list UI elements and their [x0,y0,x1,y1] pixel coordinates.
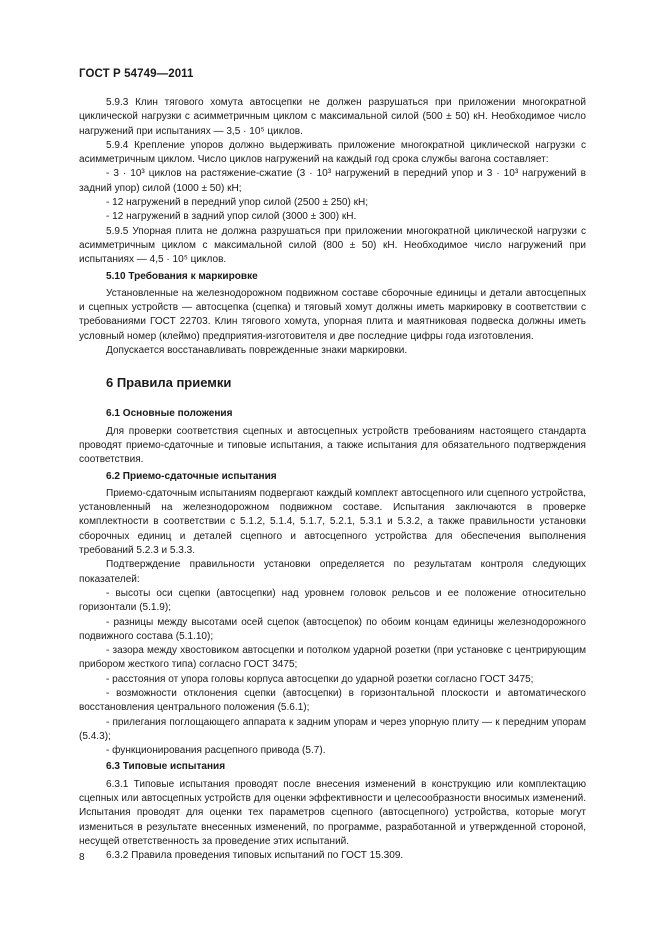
list-item: - 12 нагружений в задний упор силой (3000 ± 300) кН. [106,211,357,223]
paragraph: Установленные на железнодорожном подвижном составе сборочные единицы и детали автосцепных и сцепных устройств — автосцепка (сцепка) и тяговый хомут должны иметь маркировку в соответствии с требованиями ГОСТ 22703. Клин тягового хомута, упорная плита и маятниковая подвеска должны иметь условный номер (клеймо) предприятия-изготовителя и две последние цифры года изготовления. [79,287,586,342]
heading-6-3: 6.3 Типовые испытания [106,761,226,773]
paragraph: Для проверки соответствия сцепных и автосцепных устройств требованиям настоящего стандарта проводят приемо-сдаточные и типовые испытания, а также испытания для обязательного подтверждения соответствия. [79,425,586,466]
clause-6-3-1: 6.3.1 Типовые испытания проводят после внесения изменений в конструкцию или комплектацию сцепных или автосцепных устройств для оценки эффективности и целесообразности вносимых изменений. Испытания проводят для оценки тех параметров сцепного (автосцепного) устройства, которые могут измениться в результате внесенных изменений, по программе, разработанной и утвержденной стороной, несущей ответственность за проведение этих испытаний. [79,778,586,847]
heading-5-10: 5.10 Требования к маркировке [106,270,258,282]
paragraph: Подтверждение правильности установки определяется по результатам контроля следующих показателей: [79,559,586,585]
list-item: - 12 нагружений в передний упор силой (2500 ± 250) кН; [106,197,369,209]
list-item: - функционирования расцепного привода (5.7). [106,745,326,757]
clause-5-9-4: 5.9.4 Крепление упоров должно выдерживать приложение многократной циклической нагрузки с асимметричным циклом. Число циклов нагружений на каждый год срока службы вагона составляет: [79,139,586,166]
paragraph: Приемо-сдаточным испытаниям подвергают каждый комплект автосцепного или сцепного устройства, установленный на железнодорожном подвижном составе. Испытания заключаются в проверке комплектности в соответствии с 5.1.2, 5.1.4, 5.1.7, 5.2.1, 5.3.1 и 5.3.2, а также правильности установки сборочных единиц и деталей сцепного и автосцепного устройства для обеспечения выполнения требований 5.2.3 и 5.3.3. [79,487,586,557]
paragraph: Допускается восстанавливать поврежденные знаки маркировки. [106,345,408,357]
section-heading-6: 6 Правила приемки [106,375,232,391]
list-item: - 3 · 10³ циклов на растяжение-сжатие (3 · 10³ нагружений в передний упор и 3 · 10³ нагружений в задний упор) силой (1000 ± 50) кН; [79,168,586,194]
list-item: - зазора между хвостовиком автосцепки и потолком ударной розетки (при установке с центрирующим прибором жесткого типа) согласно ГОСТ 3475; [79,645,586,671]
list-item: - прилегания поглощающего аппарата к задним упорам и через упорную плиту — к передним упорам (5.4.3); [79,716,586,742]
page-number: 8 [79,852,85,863]
clause-5-9-3: 5.9.3 Клин тягового хомута автосцепки не должен разрушаться при приложении многократной циклической нагрузки с асимметричным циклом с максимальной силой (500 ± 50) кН. Необходимое число нагружений при испытаниях — 3,5 · 10⁵ циклов. [79,97,586,137]
clause-5-9-5: 5.9.5 Упорная плита не должна разрушаться при приложении многократной циклической нагрузки с асимметричным циклом с максимальной силой (800 ± 50) кН. Необходимое число нагружений при испытаниях — 4,5 · 10⁵ циклов. [79,225,586,266]
list-item: - расстояния от упора головы корпуса автосцепки до ударной розетки согласно ГОСТ 3475; [106,673,534,685]
document-header: ГОСТ Р 54749—2011 [79,68,194,80]
list-item: - высоты оси сцепки (автосцепки) над уровнем головок рельсов и ее положение относительно горизонтали (5.1.9); [79,587,586,614]
heading-6-1: 6.1 Основные положения [106,408,233,420]
clause-6-3-2: 6.3.2 Правила проведения типовых испытаний по ГОСТ 15.309. [106,850,404,862]
list-item: - разницы между высотами осей сцепок (автосцепок) по обоим концам единицы железнодорожного подвижного состава (5.1.10); [79,616,586,642]
document-body [79,96,586,864]
list-item: - возможности отклонения сцепки (автосцепки) в горизонтальной плоскости и автоматического восстановления центрального положения (5.6.1); [79,687,586,714]
heading-6-2: 6.2 Приемо-сдаточные испытания [106,470,277,482]
